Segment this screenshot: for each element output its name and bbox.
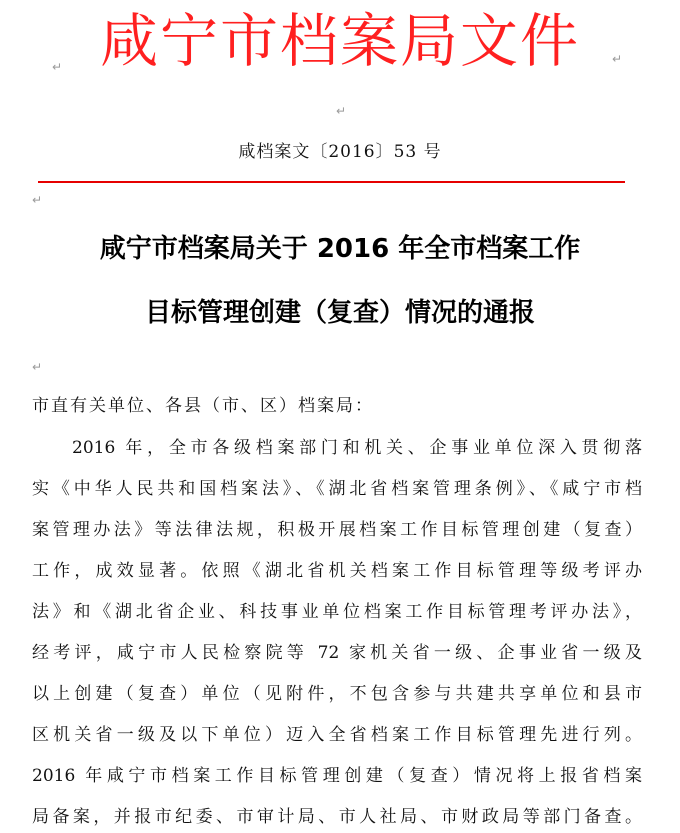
document-number: 咸档案文〔2016〕53 号 (238, 142, 442, 162)
body-text-line: 2016 年咸宁市档案工作目标管理创建（复查）情况将上报省档案 (32, 766, 642, 786)
paragraph-mark: ↵ (336, 104, 347, 118)
body-text-line: 工作，成效显著。依照《湖北省机关档案工作目标管理等级考评办 (32, 561, 642, 581)
paragraph-mark: ↵ (32, 360, 43, 374)
body-text-line: 经考评，咸宁市人民检察院等 72 家机关省一级、企事业省一级及 (32, 643, 642, 663)
document-header-title: 咸宁市档案局文件 (99, 7, 580, 75)
body-text-line: 案管理办法》等法律法规，积极开展档案工作目标管理创建（复查） (32, 520, 642, 540)
body-text-line: 2016 年，全市各级档案部门和机关、企事业单位深入贯彻落 (72, 438, 642, 458)
paragraph-mark: ↵ (32, 193, 43, 207)
body-text-line: 以上创建（复查）单位（见附件，不包含参与共建共享单位和县市 (32, 684, 642, 704)
body-text-line: 法》和《湖北省企业、科技事业单位档案工作目标管理考评办法》， (32, 602, 642, 622)
paragraph-mark: ↵ (612, 52, 623, 66)
body-text-line: 区机关省一级及以下单位）迈入全省档案工作目标管理先进行列。 (32, 725, 642, 745)
body-text-line: 实《中华人民共和国档案法》、《湖北省档案管理条例》、《咸宁市档 (32, 479, 642, 499)
document-title-line-2: 目标管理创建（复查）情况的通报 (144, 298, 535, 328)
salutation: 市直有关单位、各县（市、区）档案局： (32, 396, 374, 416)
document-title-line-1: 咸宁市档案局关于 2016 年全市档案工作 (99, 234, 581, 264)
body-text-line: 局备案，并报市纪委、市审计局、市人社局、市财政局等部门备查。 (32, 807, 642, 827)
paragraph-mark: ↵ (52, 60, 63, 74)
header-divider (38, 181, 625, 183)
